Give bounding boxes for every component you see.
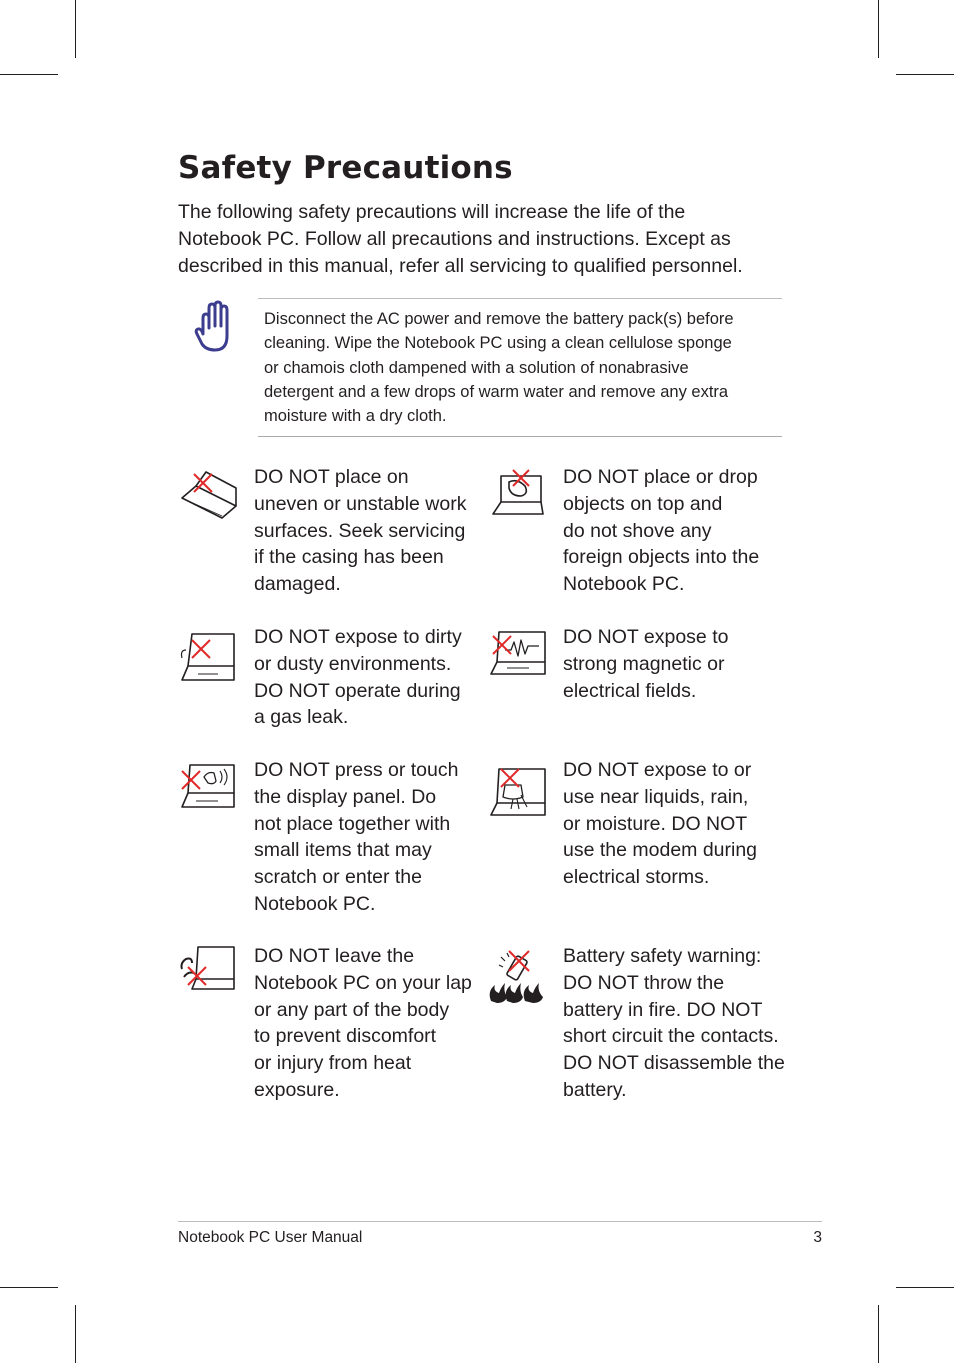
precaution-line: if the casing has been [254, 546, 444, 569]
precaution-line: battery in ﬁre. DO NOT [563, 998, 763, 1021]
precaution-line: or injury from heat [254, 1052, 412, 1075]
precaution-line: DO NOT expose to or [563, 759, 752, 781]
crop-mark [878, 1305, 879, 1363]
precaution-line: Notebook PC. [254, 892, 376, 915]
note-line: cleaning. Wipe the Notebook PC using a clean cellulose sponge [264, 334, 732, 353]
footer-divider [178, 1221, 822, 1222]
crop-mark [75, 0, 76, 58]
note-line: detergent and a few drops of warm water and remove any extra [264, 382, 729, 401]
precaution-line: DO NOT expose to dirty [254, 626, 462, 648]
precaution-line: or moisture. DO NOT [563, 812, 748, 835]
precaution-line: exposure. [254, 1078, 340, 1101]
page-number: 3 [813, 1229, 822, 1246]
crop-mark [0, 74, 58, 75]
magnetic-field-icon [487, 628, 549, 683]
intro-paragraph [178, 199, 778, 280]
precaution-line: DO NOT expose to [563, 626, 729, 648]
note-line: moisture with a dry cloth. [264, 407, 447, 426]
crop-mark [0, 1287, 58, 1288]
precaution-line: not place together with [254, 812, 451, 835]
precaution-line: DO NOT press or touch [254, 759, 459, 781]
precaution-line: use near liquids, rain, [563, 785, 749, 808]
note-line: or chamois cloth dampened with a solution of nonabrasive [264, 358, 689, 377]
intro-line: The following safety precautions will increase the life of the [178, 201, 686, 223]
intro-line: Notebook PC. Follow all precautions and instructions. Except as [178, 228, 731, 250]
precaution-line: do not shove any [563, 519, 712, 542]
precaution-line: DO NOT disassemble the [563, 1052, 785, 1075]
precaution-line: Battery safety warning: [563, 945, 762, 967]
stop-hand-icon [194, 300, 234, 354]
footer-manual-title: Notebook PC User Manual [178, 1229, 363, 1246]
precaution-line: to prevent discomfort [254, 1025, 437, 1048]
liquid-exposure-icon [487, 763, 549, 826]
precaution-line: DO NOT place or drop [563, 466, 758, 488]
precaution-line: scratch or enter the [254, 866, 422, 889]
page-title: Safety Precautions [178, 150, 513, 186]
note-line: Disconnect the AC power and remove the battery pack(s) before [264, 310, 734, 328]
crop-mark [896, 74, 954, 75]
battery-fire-icon [487, 947, 549, 1010]
precaution-line: a gas leak. [254, 706, 349, 729]
precaution-line: uneven or unstable work [254, 492, 467, 515]
dusty-environment-icon [178, 628, 238, 693]
precaution-line: battery. [563, 1078, 627, 1101]
precaution-line: objects on top and [563, 492, 723, 515]
precaution-line: or dusty environments. [254, 652, 452, 675]
objects-on-top-icon [487, 466, 547, 527]
precaution-line: strong magnetic or [563, 652, 725, 675]
precaution-line: DO NOT operate during [254, 679, 461, 702]
crop-mark [75, 1305, 76, 1363]
precaution-line: damaged. [254, 573, 341, 596]
precaution-line: Notebook PC. [563, 573, 685, 596]
precaution-line: or any part of the body [254, 998, 450, 1021]
precaution-line: use the modem during [563, 839, 758, 862]
precaution-line: DO NOT place on [254, 466, 409, 488]
crop-mark [896, 1287, 954, 1288]
precaution-line: electrical ﬁelds. [563, 679, 697, 702]
precaution-line: foreign objects into the [563, 546, 760, 569]
precaution-line: short circuit the contacts. [563, 1025, 779, 1048]
precaution-line: small items that may [254, 839, 432, 862]
heat-on-lap-icon [178, 943, 238, 1000]
intro-line: described in this manual, refer all servicing to qualiﬁed personnel. [178, 255, 743, 277]
precaution-line: DO NOT leave the [254, 945, 415, 967]
note-box [258, 298, 782, 437]
precaution-line: electrical storms. [563, 866, 710, 889]
precaution-line: DO NOT throw the [563, 971, 725, 994]
precaution-line: the display panel. Do [254, 785, 437, 808]
unstable-surface-icon [178, 466, 238, 527]
precaution-line: surfaces. Seek servicing [254, 519, 466, 542]
press-display-icon [178, 761, 238, 818]
note-text [264, 307, 784, 428]
precaution-line: Notebook PC on your lap [254, 971, 472, 994]
crop-mark [878, 0, 879, 58]
